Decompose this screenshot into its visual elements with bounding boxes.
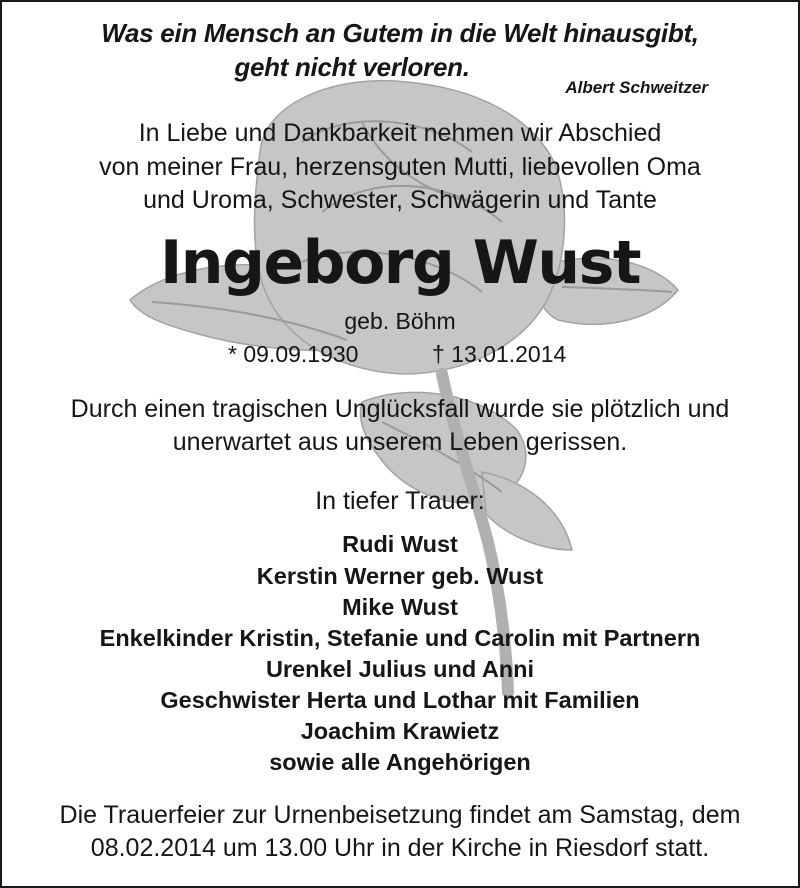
mourner-item: sowie alle Angehörigen — [269, 749, 531, 775]
mourning-heading: In tiefer Trauer: — [315, 487, 485, 515]
death-date: † 13.01.2014 — [432, 341, 567, 367]
birth-date: * 09.09.1930 — [228, 341, 359, 367]
quote-line-1: Was ein Mensch an Gutem in die Welt hinausgibt, — [101, 18, 699, 48]
quote-author: Albert Schweitzer — [565, 78, 708, 97]
mourner-item: Urenkel Julius und Anni — [265, 656, 535, 682]
deceased-name: Ingeborg Wust — [159, 228, 641, 298]
circumstance-line-2: unerwartet aus unserem Leben gerissen. — [172, 428, 628, 456]
mourner-item: Mike Wust — [342, 594, 458, 620]
mourner-item: Enkelkinder Kristin, Stefanie und Carolin mit Partnern — [99, 625, 701, 651]
mourner-item: Kerstin Werner geb. Wust — [256, 563, 544, 589]
birth-name: geb. Böhm — [344, 308, 456, 334]
mourner-item: Geschwister Herta und Lothar mit Familien — [160, 687, 640, 713]
mourner-item: Rudi Wust — [342, 531, 458, 557]
funeral-notice-line-2: 08.02.2014 um 13.00 Uhr in der Kirche in Riesdorf statt. — [90, 834, 710, 862]
mourner-item: Joachim Krawietz — [300, 718, 500, 744]
circumstance-line-1: Durch einen tragischen Unglücksfall wurde sie plötzlich und — [70, 395, 730, 423]
intro-line-2: von meiner Frau, herzensguten Mutti, liebevollen Oma — [99, 153, 701, 181]
intro-line-1: In Liebe und Dankbarkeit nehmen wir Abschied — [138, 119, 662, 147]
funeral-notice-line-1: Die Trauerfeier zur Urnenbeisetzung findet am Samstag, dem — [59, 801, 741, 829]
intro-line-3: und Uroma, Schwester, Schwägerin und Tante — [143, 186, 657, 214]
quote-line-2: geht nicht verloren. — [234, 52, 470, 82]
